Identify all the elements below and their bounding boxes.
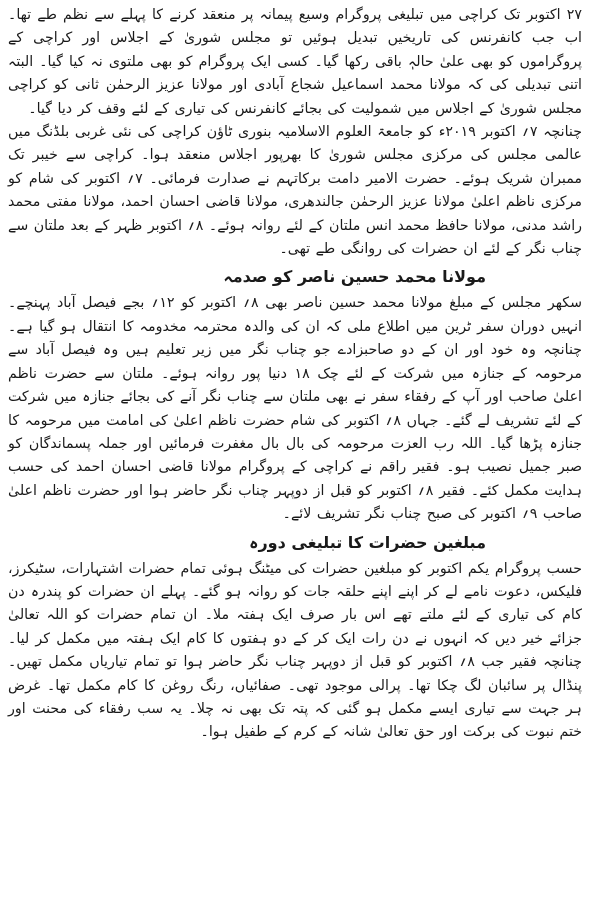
document-page [8, 4, 582, 916]
section-heading-preachers-tour: مبلغین حضرات کا تبلیغی دورہ [249, 532, 486, 552]
paragraph-shura-meeting: چنانچہ ۷؍ اکتوبر ۲۰۱۹ء کو جامعۃ العلوم الاسلامیہ بنوری ٹاؤن کراچی کی نئی غربی بلڈنگ میں عالمی مجلس کی مرکزی مجلس شوریٰ کا بھرپور اجلاس منعقد ہوا۔ کراچی سے خیبر تک ممبران شریک ہوئے۔ حضرت الامیر دامت برکاتہم نے صدارت فرمائی۔ ۷؍ اکتوبر کی شام کو مرکزی ناظم اعلیٰ مولانا عزیز الرحمٰن جالندھری، مولانا قاضی احسان احمد، مولانا مفتی محمد راشد مدنی، مولانا حافظ محمد انس ملتان کے لئے روانہ ہوئے۔ ۸؍ اکتوبر ظہر کے بعد ملتان سے چناب نگر کے لئے ان حضرات کی روانگی طے تھی۔ [8, 124, 583, 258]
paragraph-bereavement: سکھر مجلس کے مبلغ مولانا محمد حسین ناصر بھی ۸؍ اکتوبر کو ۱۲؍ بجے فیصل آباد پہنچے۔ انہیں دوران سفر ٹرین میں اطلاع ملی کہ ان کی والدہ محترمہ مخدومہ کا انتقال ہو گیا ہے۔ چنانچہ وہ خود اور ان کے دو صاحبزادے جو چناب نگر میں زیر تعلیم ہیں وہ فیصل آباد سے مرحومہ کے جنازہ میں شرکت کے لئے چک ۱۸ دنیا پور روانہ ہوئے۔ ملتان سے حضرت ناظم اعلیٰ صاحب اور آپ کے رفقاء سفر نے بھی ملتان سے چناب نگر آنے کی بجائے جنازہ میں شرکت کے لئے تشریف لے گئے۔ جہاں ۸؍ اکتوبر کی شام حضرت ناظم اعلیٰ کی امامت میں مرحومہ کا جنازہ پڑھا گیا۔ اللہ رب العزت مرحومہ کی بال بال مغفرت فرمائیں اور جملہ پسماندگان کو صبر جمیل نصیب ہو۔ فقیر راقم نے کراچی کے پروگرام مولانا قاضی احسان احمد کی حسب ہدایت مکمل کئے۔ فقیر ۸؍ اکتوبر کو قبل از دوپہر چناب نگر حاضر ہوا اور حضرت ناظم اعلیٰ صاحب ۹؍ اکتوبر کی صبح چناب نگر تشریف لائے۔ [8, 295, 583, 523]
section-heading-bereavement: مولانا محمد حسین ناصر کو صدمہ [223, 267, 486, 287]
paragraph-karachi-program: ۲۷ اکتوبر تک کراچی میں تبلیغی پروگرام وسیع پیمانہ پر منعقد کرنے کا پہلے سے نظم طے تھا۔ اب جب کانفرنس کی تاریخیں تبدیل ہوئیں تو مجلس شوریٰ کے اجلاس اور کراچی کے پروگراموں کو بھی علیٰ حالہٖ باقی رکھا گیا۔ کسی ایک پروگرام کو بھی ملتوی نہ کیا گیا۔ البتہ اتنی تبدیلی کی کہ مولانا محمد اسماعیل شجاع آبادی اور مولانا عزیز الرحمٰن ثانی کو کراچی مجلس شوریٰ کے اجلاس میں شمولیت کی بجائے کانفرنس کی تیاری کے لئے وقف کر دیا گیا۔ [8, 7, 582, 117]
paragraph-preachers-tour: حسب پروگرام یکم اکتوبر کو مبلغین حضرات کی میٹنگ ہوئی تمام حضرات اشتہارات، سٹیکرز، فلیکس، دعوت نامے لے کر اپنے اپنے حلقہ جات کو روانہ ہو گئے۔ پہلے ان حضرات کو پندرہ دن کام کی تیاری کے لئے ملتے تھے اس بار صرف ایک ہفتہ ملا۔ ان تمام حضرات کو اللہ تعالیٰ جزائے خیر دیں کہ انہوں نے دن رات ایک کر کے دو ہفتوں کا کام ایک ہفتہ میں مکمل کر لیا۔ چنانچہ فقیر جب ۸؍ اکتوبر کو قبل از دوپہر چناب نگر حاضر ہوا تو تمام تیاریاں مکمل تھیں۔ پنڈال پر سائبان لگ چکا تھا۔ پرالی موجود تھی۔ صفائیاں، رنگ روغن کا کام مکمل تھا۔ غرض ہر جہت سے تیاری ایسے مکمل ہو گئی کہ پتہ تک بھی نہ چلا۔ یہ سب رفقاء کی محنت اور ختم نبوت کی برکت اور حق تعالیٰ شانہ کے کرم کے طفیل ہوا۔ [8, 560, 583, 741]
